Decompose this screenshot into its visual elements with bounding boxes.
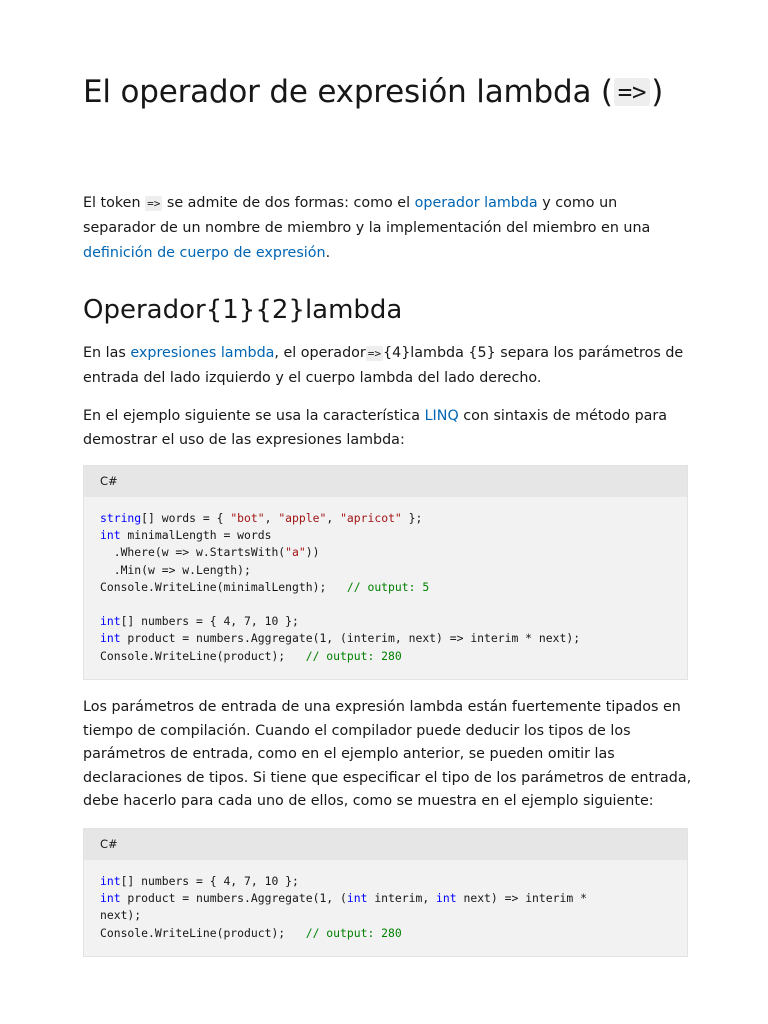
inline-code: => (367, 347, 382, 360)
code-language-label: C# (84, 466, 687, 497)
intro-paragraph: El token => se admite de dos formas: como el operador lambda y como un separador de un nombre de miembro y la implementación del miembro en una definición de cuerpo de expresión. (83, 195, 651, 261)
code-block-2 (83, 828, 688, 957)
types-paragraph: Los parámetros de entrada de una expresión lambda están fuertemente tipados en tiempo de compilación. Cuando el compilador puede deducir los tipos de los parámetros de entrada, como en el ejemplo anterior, se pueden omitir las declaraciones de tipos. Si tiene que especificar el tipo de los parámetros de entrada, debe hacerlo para cada uno de ellos, como se muestra en el ejemplo siguiente: (83, 699, 692, 810)
code-language-label: C# (84, 829, 687, 860)
link-definicion-cuerpo-expresion[interactable]: definición de cuerpo de expresión (83, 244, 326, 261)
link-linq[interactable]: LINQ (424, 408, 459, 424)
link-expresiones-lambda[interactable]: expresiones lambda (130, 345, 275, 361)
linq-paragraph: En el ejemplo siguiente se usa la característica LINQ con sintaxis de método para demostrar el uso de las expresiones lambda: (83, 408, 668, 449)
code-content[interactable]: int[] numbers = { 4, 7, 10 }; int product = numbers.Aggregate(1, (int interim, int next) => interim * next); Console.WriteLine(product); // output: 280 (100, 874, 587, 940)
link-operador-lambda[interactable]: operador lambda (414, 195, 538, 211)
code-content[interactable]: string[] words = { "bot", "apple", "apricot" }; int minimalLength = words .Where(w => w.StartsWith("a")) .Min(w => w.Length); Console.WriteLine(minimalLength); // output: 5 int[] numbers = { 4, 7, 10 }; int product = numbers.Aggregate(1, (interim, next) => interim * next); Console.WriteLine(product); // output: 280 (100, 511, 581, 663)
title-inline-code: => (614, 78, 651, 106)
code-block-1 (83, 465, 688, 680)
lambda-paragraph: En las expresiones lambda, el operador => {4}lambda {5} separa los parámetros de entrada del lado izquierdo y el cuerpo lambda del lado derecho. (83, 345, 684, 387)
page-title: El operador de expresión lambda ( => ) (83, 74, 664, 110)
section-heading: Operador{1}{2}lambda (83, 295, 403, 325)
inline-code: => (147, 197, 161, 210)
